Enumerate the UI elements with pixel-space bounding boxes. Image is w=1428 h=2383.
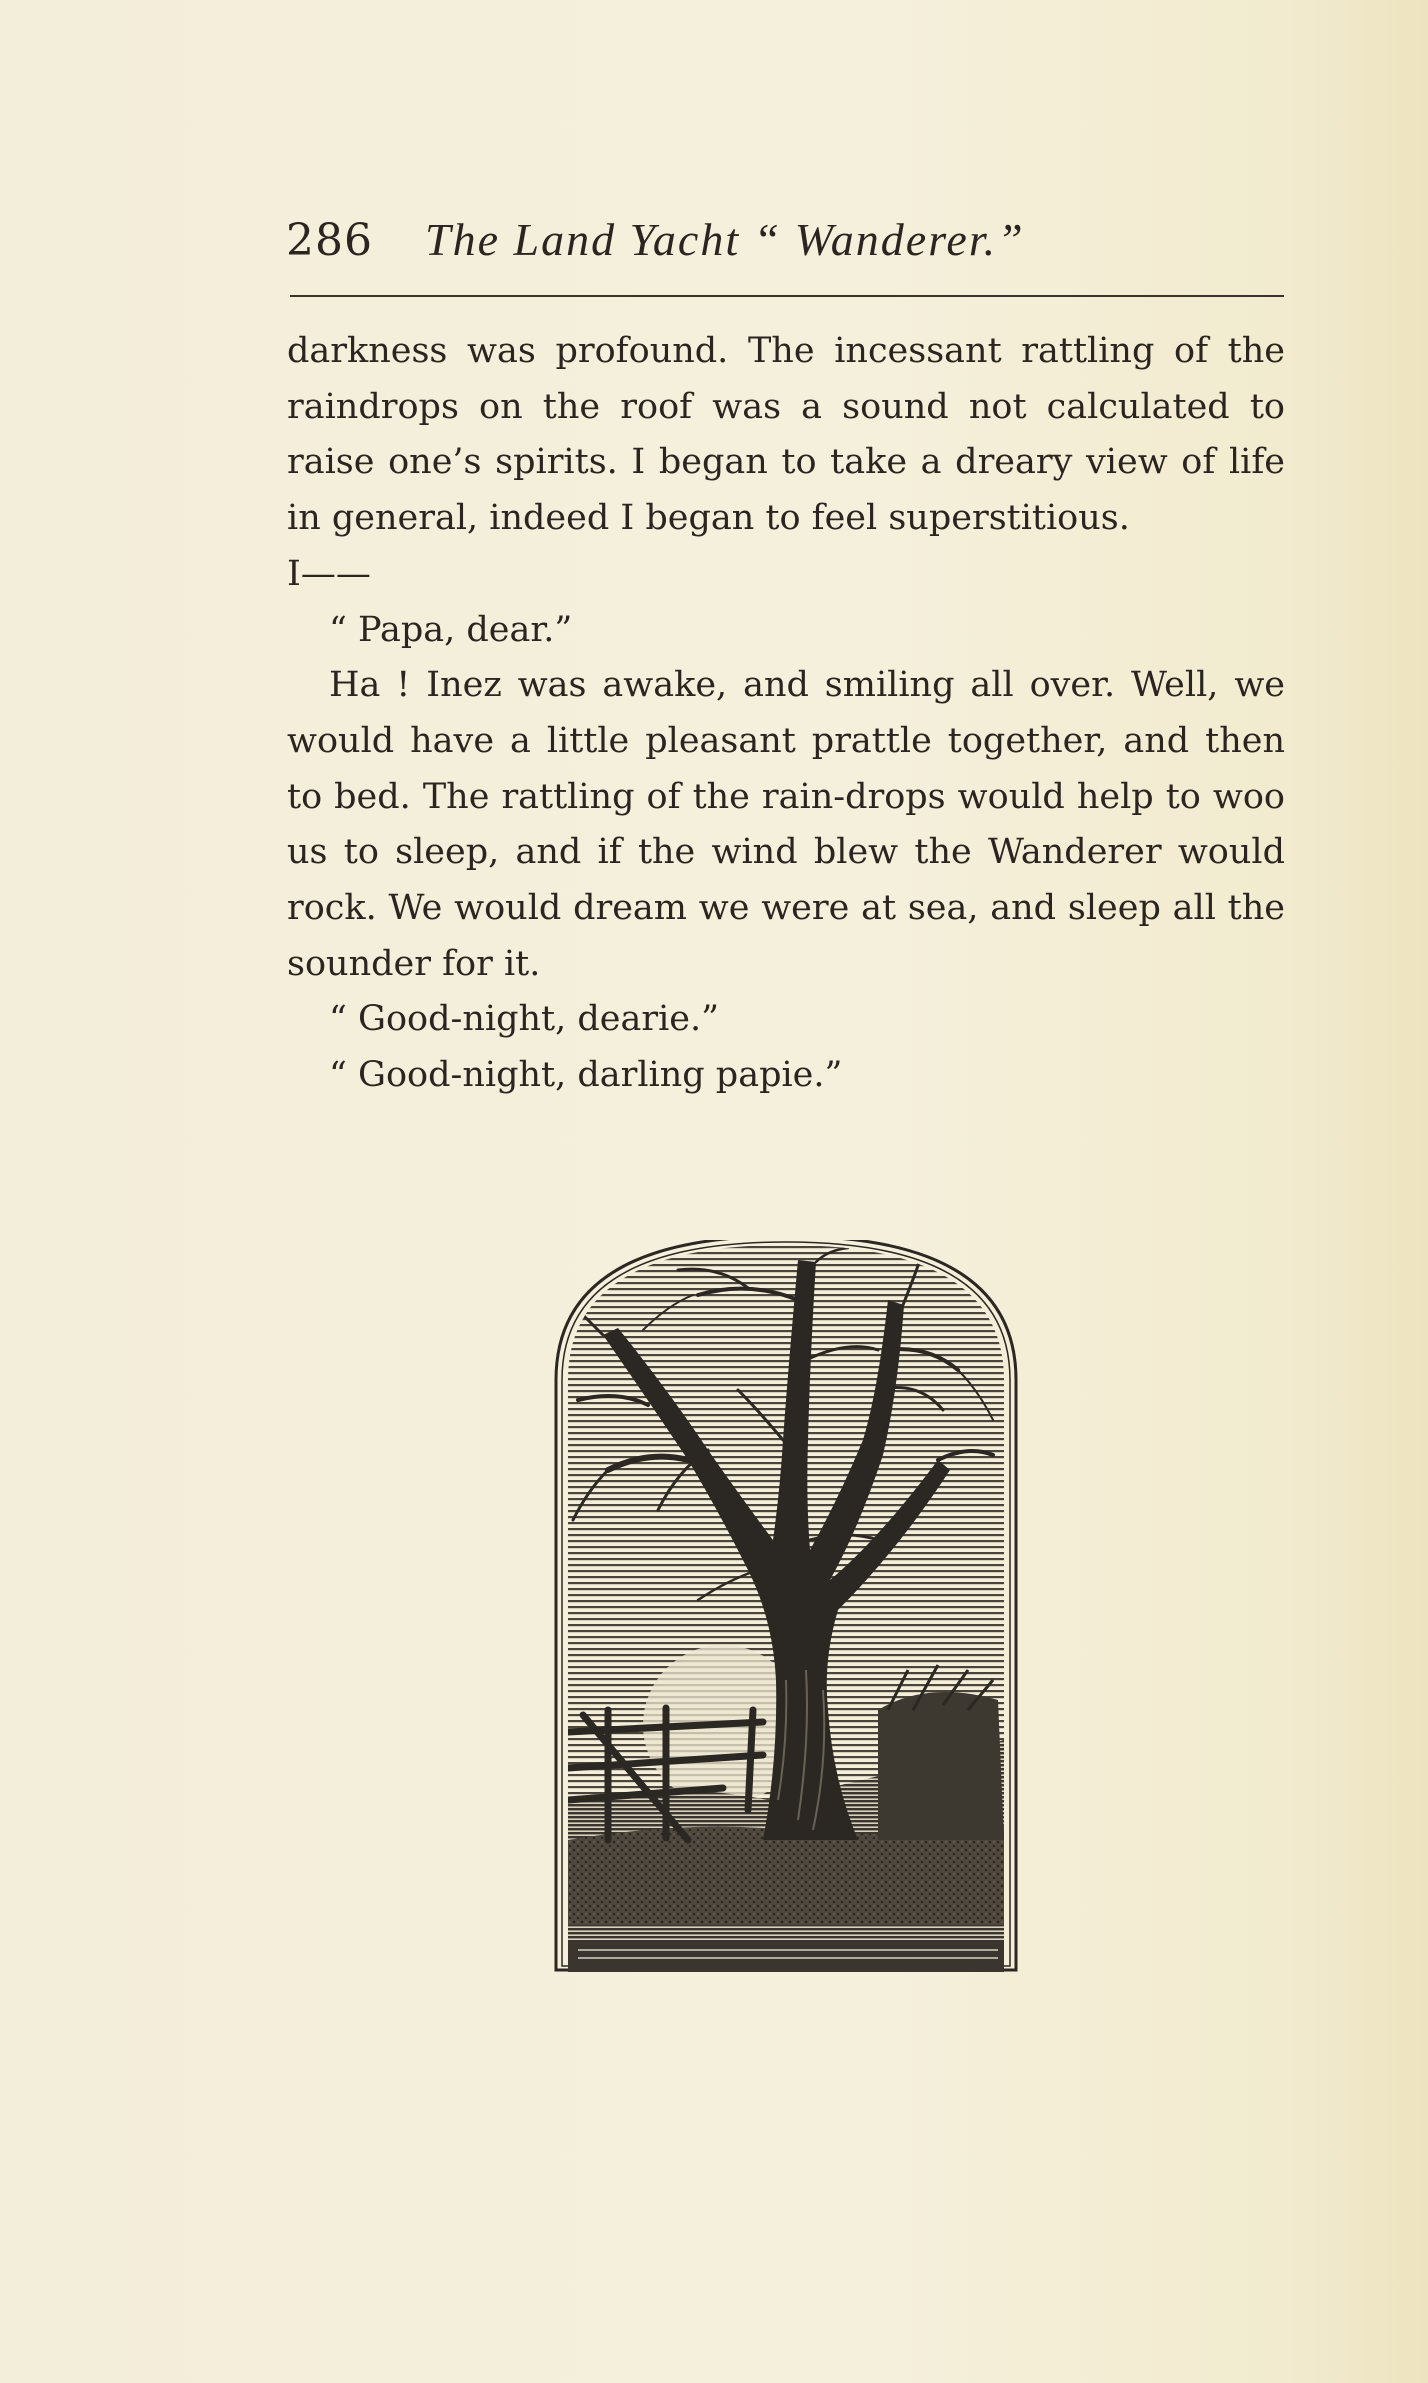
paragraph: Ha ! Inez was awake, and smiling all over. Well, we would have a little pleasant prattle together, and then to bed. The rattling of the rain-drops would help to woo us to sleep, and if the wind blew the Wanderer would rock. We would dream we were at sea, and sleep all the sounder for it. bbox=[287, 665, 1285, 984]
bare-tree-engraving-icon bbox=[548, 1240, 1024, 1972]
paragraph: darkness was profound. The incessant rattling of the raindrops on the roof was a sound not calculated to raise one’s spirits. I began to take a dreary view of life in general, indeed I began to feel superstitious. bbox=[287, 331, 1285, 539]
dialogue-line: “ Good-night, dearie.” bbox=[329, 999, 719, 1040]
dialogue-line: “ Papa, dear.” bbox=[329, 609, 573, 650]
running-head bbox=[286, 210, 1286, 270]
header-rule bbox=[290, 295, 1284, 297]
paragraph: I—— bbox=[287, 553, 371, 594]
running-title: The Land Yacht “ Wanderer.” bbox=[424, 214, 1025, 265]
body-text bbox=[287, 324, 1285, 1104]
dialogue-line: “ Good-night, darling papie.” bbox=[329, 1055, 843, 1096]
page-number: 286 bbox=[286, 215, 373, 266]
